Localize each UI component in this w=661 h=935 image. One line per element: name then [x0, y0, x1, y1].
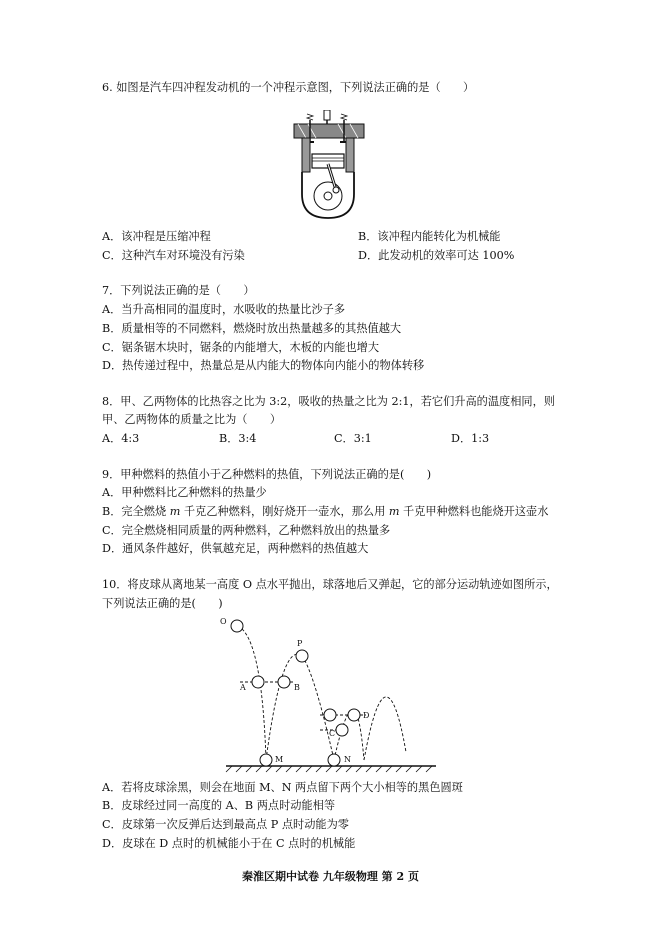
q8-option-b: B．3:4	[219, 432, 257, 445]
q8-stem-line1: 8．甲、乙两物体的比热容之比为 3:2，吸收的热量之比为 2:1，若它们升高的温度相同，则	[102, 395, 555, 408]
q6-stem: 6. 如图是汽车四冲程发动机的一个冲程示意图，下列说法正确的是（ ）	[102, 81, 475, 94]
label-d: D	[363, 711, 370, 720]
q7-option-b: B．质量相等的不同燃料，燃烧时放出热量越多的其热值越大	[102, 322, 402, 335]
label-o: O	[220, 617, 227, 626]
q8-option-c: C．3:1	[334, 432, 372, 445]
page-footer: 秦淮区期中试卷 九年级物理 第 2 页	[242, 870, 419, 883]
q6-option-a: A．该冲程是压缩冲程	[102, 230, 211, 243]
ball-o	[231, 620, 243, 632]
q10-stem-line2: 下列说法正确的是( )	[102, 597, 223, 610]
q8-option-a: A．4:3	[102, 432, 140, 445]
label-b: B	[294, 683, 300, 692]
q9-option-b-pre: B．完全燃烧	[102, 505, 170, 518]
ball-d	[348, 709, 360, 721]
ball-mid	[324, 709, 336, 721]
q9-option-b	[102, 505, 548, 519]
q10-option-d: D．皮球在 D 点时的机械能小于在 C 点时的机械能	[102, 837, 356, 850]
label-n: N	[344, 755, 351, 764]
ball-p	[296, 650, 308, 662]
q9-option-b-mid: 千克乙种燃料，刚好烧开一壶水，那么用	[180, 505, 389, 518]
label-m: M	[275, 755, 284, 764]
q8-option-d: D．1:3	[451, 432, 490, 445]
bouncing-ball-diagram	[210, 612, 450, 774]
q9-option-b-m1: m	[169, 505, 181, 518]
q6-option-d: D．此发动机的效率可达 100%	[358, 249, 515, 262]
q7-option-c: C．锯条锯木块时，锯条的内能增大，木板的内能也增大	[102, 341, 380, 354]
q6-option-b: B．该冲程内能转化为机械能	[358, 230, 501, 243]
ball-n	[328, 754, 340, 766]
label-p: P	[297, 639, 303, 648]
q10-stem-line1: 10．将皮球从离地某一高度 O 点水平抛出，球落地后又弹起，它的部分运动轨迹如图所示，	[102, 578, 558, 591]
q7-stem: 7．下列说法正确的是（ ）	[102, 284, 255, 297]
q7-option-d: D．热传递过程中，热量总是从内能大的物体向内能小的物体转移	[102, 359, 425, 372]
q9-option-b-post: 千克甲种燃料也能烧开这壶水	[399, 505, 549, 518]
q6-option-c: C．这种汽车对环境没有污染	[102, 249, 245, 262]
q9-stem: 9．甲种燃料的热值小于乙种燃料的热值，下列说法正确的是( )	[102, 468, 432, 481]
q9-option-a: A．甲种燃料比乙种燃料的热量少	[102, 486, 267, 499]
ball-a	[252, 676, 264, 688]
q10-option-a: A．若将皮球涂黑，则会在地面 M、N 两点留下两个大小相等的黑色圆斑	[102, 781, 463, 794]
q10-option-b: B．皮球经过同一高度的 A、B 两点时动能相等	[102, 799, 336, 812]
q9-option-d: D．通风条件越好，供氧越充足，两种燃料的热值越大	[102, 542, 369, 555]
label-c: C	[329, 729, 336, 738]
q9-option-b-m2: m	[388, 505, 400, 518]
ball-b	[278, 676, 290, 688]
ball-m	[260, 754, 272, 766]
q9-option-c: C．完全燃烧相同质量的两种燃料，乙种燃料放出的热量多	[102, 524, 391, 537]
engine-diagram	[288, 110, 370, 222]
q7-option-a: A．当升高相同的温度时，水吸收的热量比沙子多	[102, 303, 346, 316]
q10-option-c: C．皮球第一次反弹后达到最高点 P 点时动能为零	[102, 818, 349, 831]
ball-c	[336, 724, 348, 736]
label-a: A	[240, 683, 246, 692]
q8-stem-line2: 甲、乙两物体的质量之比为（ ）	[102, 413, 282, 426]
